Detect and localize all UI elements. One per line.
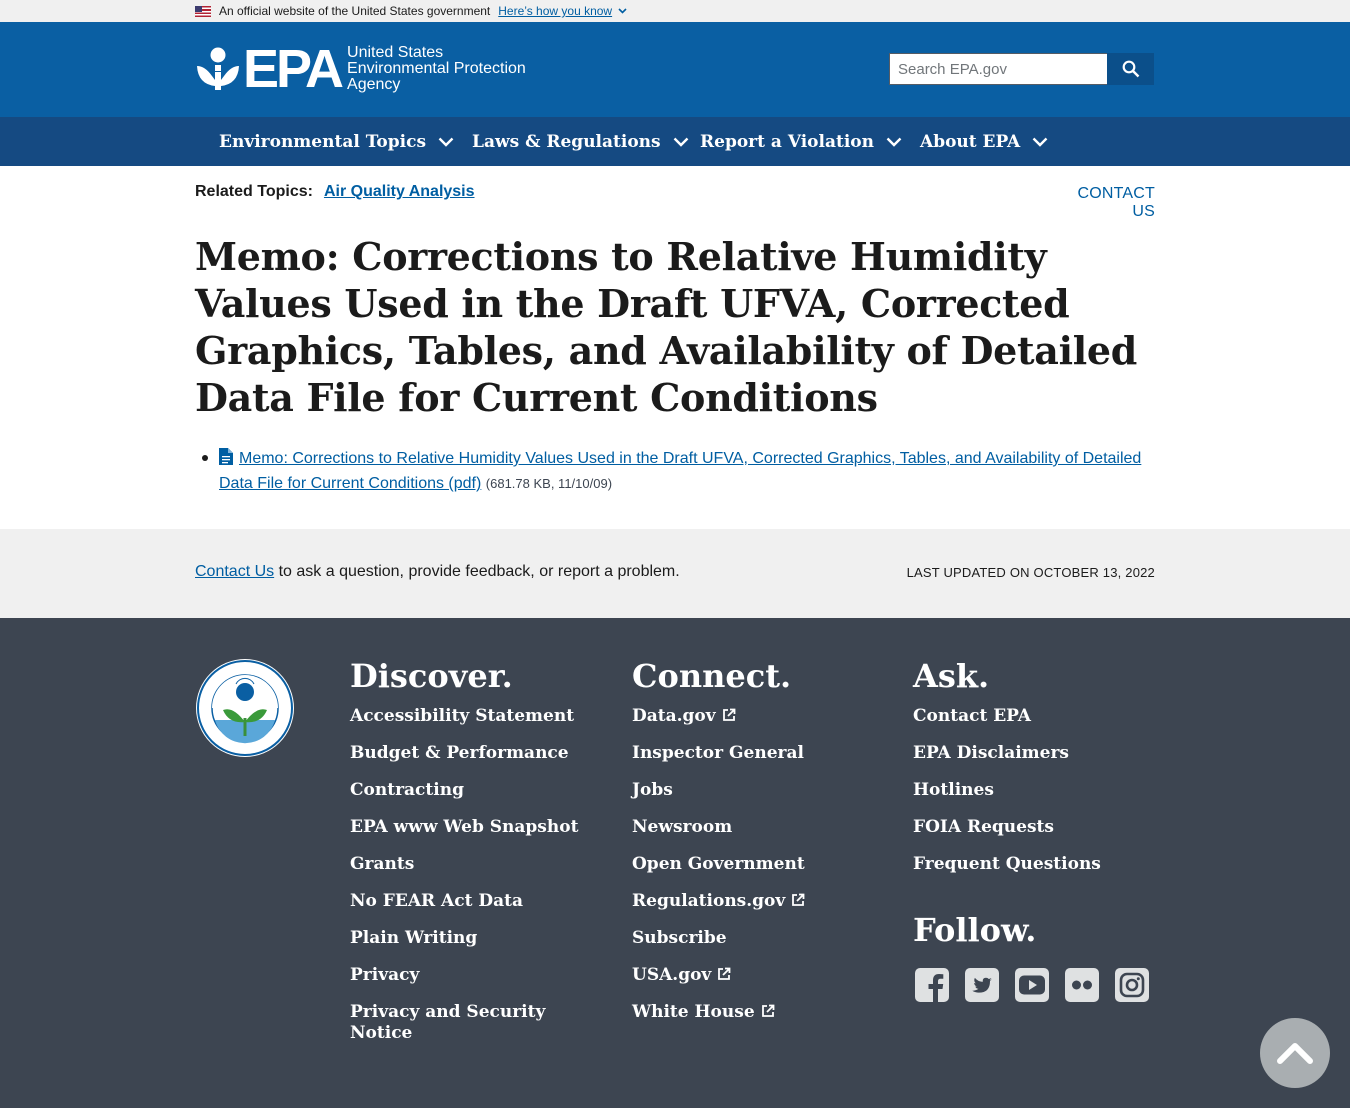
site-header bbox=[0, 22, 1350, 117]
footer-link[interactable] bbox=[632, 706, 872, 727]
official-banner-text: An official website of the United States government bbox=[219, 4, 491, 18]
footer-link[interactable]: Contact EPA bbox=[913, 706, 1031, 726]
epa-flower-icon bbox=[195, 46, 241, 92]
file-list bbox=[219, 446, 1159, 496]
nav-environmental-topics[interactable] bbox=[219, 117, 454, 166]
chevron-down-icon[interactable] bbox=[618, 6, 627, 17]
external-link-icon bbox=[717, 967, 731, 981]
footer-link[interactable]: Contracting bbox=[350, 780, 464, 800]
chevron-down-icon bbox=[886, 137, 902, 147]
agency-line-3: Agency bbox=[347, 76, 401, 93]
footer-link[interactable]: EPA www Web Snapshot bbox=[350, 817, 579, 837]
contact-us-footer-link[interactable]: Contact Us bbox=[195, 563, 275, 580]
search-input[interactable] bbox=[889, 53, 1107, 85]
footer-link[interactable]: EPA Disclaimers bbox=[913, 743, 1069, 763]
agency-name bbox=[347, 45, 526, 93]
facebook-icon[interactable] bbox=[913, 966, 951, 1004]
footer-link-label: White House bbox=[632, 1002, 755, 1022]
footer-link[interactable]: Frequent Questions bbox=[913, 854, 1101, 874]
related-topic-link[interactable]: Air Quality Analysis bbox=[323, 183, 475, 200]
back-to-top-button[interactable] bbox=[1260, 1018, 1330, 1088]
nav-label: Report a Violation bbox=[700, 131, 875, 152]
footer-link[interactable]: Jobs bbox=[632, 780, 673, 800]
us-flag-icon bbox=[195, 6, 211, 17]
connect-heading: Connect. bbox=[632, 657, 792, 695]
footer-link[interactable]: Inspector General bbox=[632, 743, 804, 763]
file-meta: (681.78 KB, 11/10/09) bbox=[485, 476, 613, 491]
chevron-down-icon bbox=[438, 137, 454, 147]
footer-link[interactable]: Hotlines bbox=[913, 780, 994, 800]
nav-label: Laws & Regulations bbox=[472, 131, 661, 152]
epa-seal-icon bbox=[195, 658, 295, 758]
nav-report-violation[interactable] bbox=[700, 117, 902, 166]
instagram-icon[interactable] bbox=[1113, 966, 1151, 1004]
agency-line-1: United States bbox=[347, 44, 444, 61]
footer-link[interactable]: Grants bbox=[350, 854, 415, 874]
footer-link[interactable]: Newsroom bbox=[632, 817, 733, 837]
list-item bbox=[219, 446, 1159, 496]
social-links bbox=[913, 966, 1151, 1004]
site-footer bbox=[0, 618, 1350, 1108]
contact-us-link[interactable]: CONTACT US bbox=[1077, 185, 1155, 220]
footer-link[interactable]: Privacy bbox=[350, 965, 420, 985]
main-nav bbox=[0, 117, 1350, 166]
twitter-icon[interactable] bbox=[963, 966, 1001, 1004]
footer-link[interactable]: No FEAR Act Data bbox=[350, 891, 523, 911]
page-title: Memo: Corrections to Relative Humidity Values Used in the Draft UFVA, Corrected Graphics, Tables, and Availability of Detailed Data File for Current Conditions bbox=[195, 234, 1137, 420]
footer-discover bbox=[350, 656, 590, 1060]
site-search bbox=[889, 53, 1154, 85]
youtube-icon[interactable] bbox=[1013, 966, 1051, 1004]
footer-link[interactable] bbox=[632, 891, 872, 912]
nav-about-epa[interactable] bbox=[920, 117, 1048, 166]
official-banner bbox=[0, 0, 1350, 22]
discover-heading: Discover. bbox=[350, 657, 513, 695]
footer-link[interactable]: Accessibility Statement bbox=[350, 706, 575, 726]
footer-link[interactable]: Budget & Performance bbox=[350, 743, 569, 763]
epa-logo[interactable] bbox=[195, 39, 526, 99]
nav-label: About EPA bbox=[920, 131, 1021, 152]
nav-laws-regulations[interactable] bbox=[472, 117, 689, 166]
footer-link[interactable]: Subscribe bbox=[632, 928, 727, 948]
footer-link[interactable] bbox=[632, 965, 872, 986]
footer-connect bbox=[632, 656, 872, 1039]
contact-prompt bbox=[195, 563, 680, 581]
related-topics bbox=[195, 183, 475, 201]
external-link-icon bbox=[761, 1004, 775, 1018]
related-topics-label: Related Topics: bbox=[195, 183, 313, 200]
how-you-know-link[interactable]: Here’s how you know bbox=[498, 4, 613, 18]
footer-follow bbox=[913, 910, 1036, 960]
epa-wordmark: EPA bbox=[243, 39, 342, 99]
search-icon bbox=[1122, 60, 1140, 78]
footer-link[interactable]: Open Government bbox=[632, 854, 805, 874]
footer-link-label: Regulations.gov bbox=[632, 891, 786, 911]
follow-heading: Follow. bbox=[913, 911, 1037, 949]
footer-link-label: Data.gov bbox=[632, 706, 716, 726]
footer-link[interactable] bbox=[632, 1002, 872, 1023]
contact-bar bbox=[0, 529, 1350, 618]
flickr-icon[interactable] bbox=[1063, 966, 1101, 1004]
ask-heading: Ask. bbox=[913, 657, 990, 695]
contact-prompt-text: to ask a question, provide feedback, or report a problem. bbox=[274, 563, 680, 580]
document-icon bbox=[219, 448, 233, 465]
chevron-up-icon bbox=[1277, 1041, 1313, 1065]
footer-ask bbox=[913, 656, 1153, 891]
chevron-down-icon bbox=[673, 137, 689, 147]
footer-link-label: USA.gov bbox=[632, 965, 712, 985]
agency-line-2: Environmental Protection bbox=[347, 60, 526, 77]
nav-label: Environmental Topics bbox=[219, 131, 427, 152]
external-link-icon bbox=[791, 893, 805, 907]
external-link-icon bbox=[722, 708, 736, 722]
chevron-down-icon bbox=[1032, 137, 1048, 147]
footer-link[interactable]: Privacy and Security Notice bbox=[350, 1002, 546, 1043]
footer-link[interactable]: Plain Writing bbox=[350, 928, 478, 948]
search-button[interactable] bbox=[1107, 53, 1154, 85]
pdf-file-link[interactable]: Memo: Corrections to Relative Humidity Values Used in the Draft UFVA, Corrected Graphics, Tables, and Availability of Detailed Data File for Current Conditions (pdf) bbox=[219, 450, 1142, 492]
last-updated: LAST UPDATED ON OCTOBER 13, 2022 bbox=[906, 565, 1155, 580]
footer-link[interactable]: FOIA Requests bbox=[913, 817, 1054, 837]
